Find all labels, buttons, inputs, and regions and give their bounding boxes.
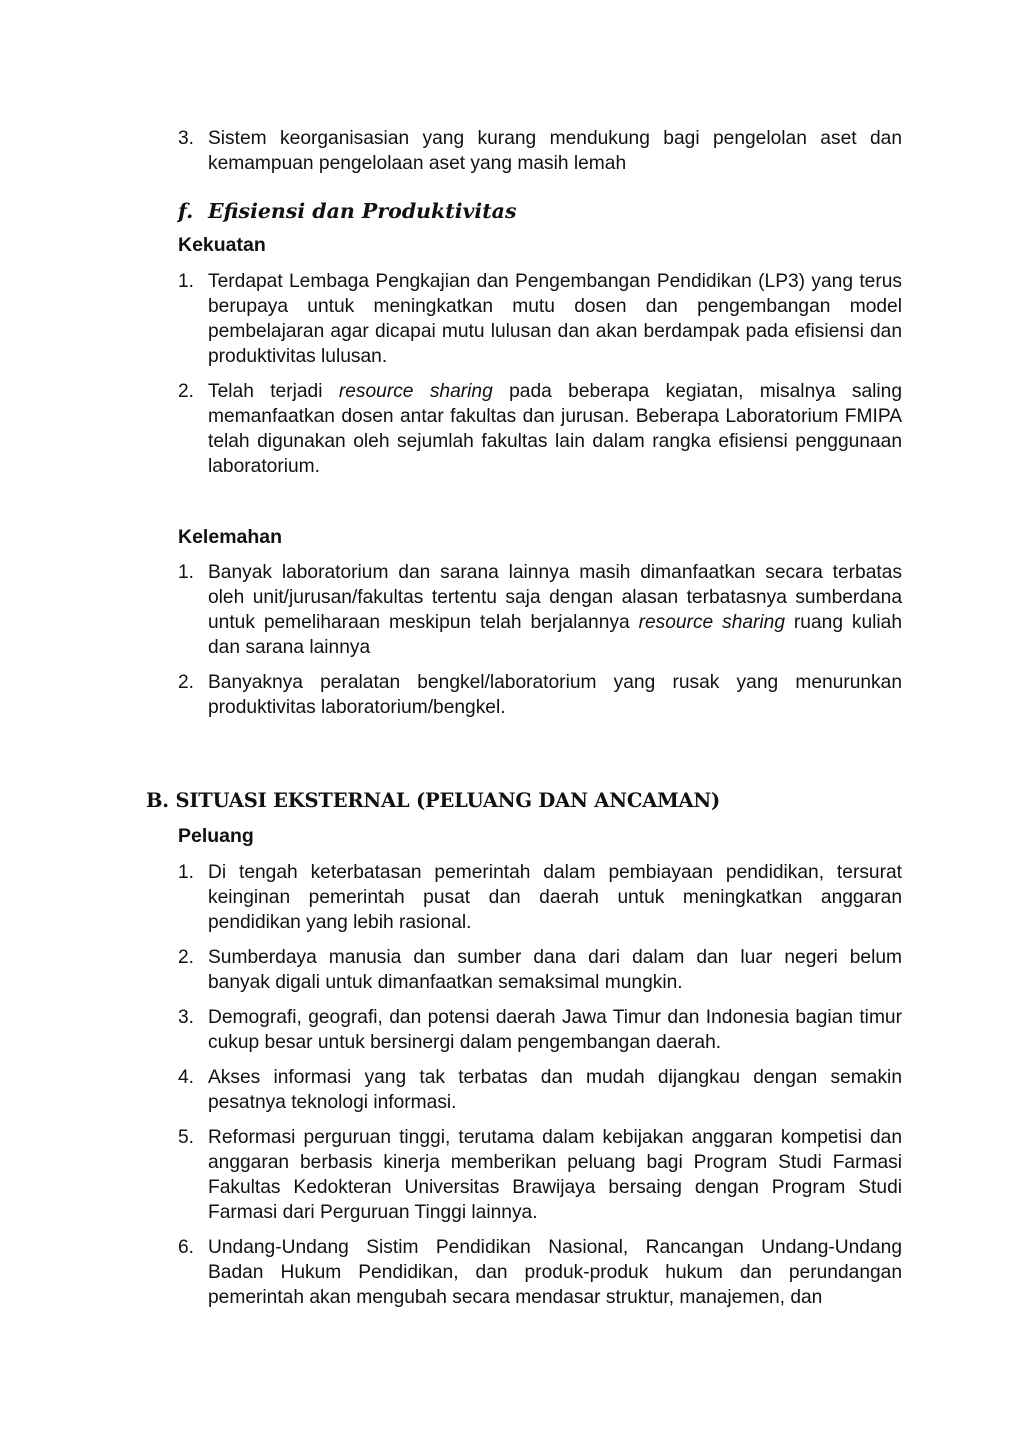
list-item bbox=[178, 1235, 902, 1310]
list-item bbox=[178, 560, 902, 660]
list-text: Di tengah keterbatasan pemerintah dalam pembiayaan pendidikan, tersurat keinginan pemerintah pusat dan daerah untuk meningkatkan anggaran pendidikan yang lebih rasional. bbox=[208, 862, 902, 933]
list-text: Akses informasi yang tak terbatas dan mudah dijangkau dengan semakin pesatnya teknologi informasi. bbox=[208, 1067, 902, 1113]
peluang-heading: Peluang bbox=[178, 825, 254, 847]
section-f-letter: f. bbox=[178, 199, 194, 223]
list-item bbox=[178, 945, 902, 995]
list-text-post: ruang kuliah dan sarana lainnya bbox=[208, 612, 903, 658]
list-number: 4. bbox=[178, 1067, 195, 1088]
kekuatan-heading: Kekuatan bbox=[178, 234, 266, 256]
list-text: Banyaknya peralatan bengkel/laboratorium yang rusak yang menurunkan produktivitas laboratorium/bengkel. bbox=[208, 672, 902, 718]
kelemahan-list bbox=[178, 560, 902, 730]
kelemahan-heading: Kelemahan bbox=[178, 526, 283, 548]
list-item bbox=[178, 379, 902, 479]
list-number: 1. bbox=[178, 271, 195, 292]
list-number: 2. bbox=[178, 381, 195, 402]
list-item bbox=[178, 1125, 902, 1225]
kekuatan-list bbox=[178, 269, 902, 489]
list-number: 3. bbox=[178, 128, 195, 149]
list-item bbox=[178, 860, 902, 935]
list-text: Demografi, geografi, dan potensi daerah Jawa Timur dan Indonesia bagian timur cukup besar untuk bersinergi dalam pengembangan daerah. bbox=[208, 1007, 902, 1053]
list-number: 2. bbox=[178, 947, 195, 968]
list-number: 6. bbox=[178, 1237, 195, 1258]
list-number: 1. bbox=[178, 562, 195, 583]
list-text-post: pada beberapa kegiatan, misalnya saling memanfaatkan dosen antar fakultas dan jurusan. Beberapa Laboratorium FMIPA telah digunakan oleh sejumlah fakultas lain dalam rangka efisiensi penggunaan laboratorium. bbox=[208, 381, 902, 477]
list-number: 1. bbox=[178, 862, 195, 883]
list-text: Terdapat Lembaga Pengkajian dan Pengembangan Pendidikan (LP3) yang terus berupaya untuk meningkatkan mutu dosen dan pengembangan model pembelajaran agar dicapai mutu lulusan dan akan berdampak pada efisiensi dan produktivitas lulusan. bbox=[208, 271, 902, 367]
list-text: Sumberdaya manusia dan sumber dana dari dalam dan luar negeri belum banyak digali untuk dimanfaatkan semaksimal mungkin. bbox=[208, 947, 902, 993]
list-text-pre: Banyak laboratorium dan sarana lainnya masih dimanfaatkan secara terbatas oleh unit/jurusan/fakultas tertentu saja dengan alasan terbatasnya sumberdana untuk pemeliharaan meskipun telah berjalannya bbox=[208, 562, 902, 633]
section-b-heading: B. SITUASI EKSTERNAL (PELUANG DAN ANCAMAN) bbox=[146, 789, 721, 812]
list-text-pre: Telah terjadi bbox=[208, 381, 339, 402]
list-number: 3. bbox=[178, 1007, 195, 1028]
list-text: Reformasi perguruan tinggi, terutama dalam kebijakan anggaran kompetisi dan anggaran berbasis kinerja memberikan peluang bagi Program Studi Farmasi Fakultas Kedokteran Universitas Brawijaya bersaing dengan Program Studi Farmasi dari Perguruan Tinggi lainnya. bbox=[208, 1127, 902, 1223]
list-item bbox=[178, 1065, 902, 1115]
list-text: Undang-Undang Sistim Pendidikan Nasional, Rancangan Undang-Undang Badan Hukum Pendidikan, dan produk-produk hukum dan perundangan pemerintah akan mengubah secara mendasar struktur, manajemen, dan bbox=[208, 1237, 902, 1308]
list-text: Sistem keorganisasian yang kurang mendukung bagi pengelolan aset dan kemampuan pengelolaan aset yang masih lemah bbox=[208, 128, 902, 174]
list-text-emphasis: resource sharing bbox=[338, 381, 493, 402]
list-number: 2. bbox=[178, 672, 195, 693]
list-item bbox=[178, 269, 902, 369]
list-item bbox=[178, 670, 902, 720]
list-text-emphasis: resource sharing bbox=[638, 612, 786, 633]
list-number: 5. bbox=[178, 1127, 195, 1148]
list-item bbox=[178, 1005, 902, 1055]
peluang-list bbox=[178, 860, 902, 1320]
section-f-title: Efisiensi dan Produktivitas bbox=[208, 199, 517, 223]
section-f-heading bbox=[178, 198, 902, 224]
list-item bbox=[178, 126, 902, 176]
prev-list bbox=[178, 126, 902, 186]
